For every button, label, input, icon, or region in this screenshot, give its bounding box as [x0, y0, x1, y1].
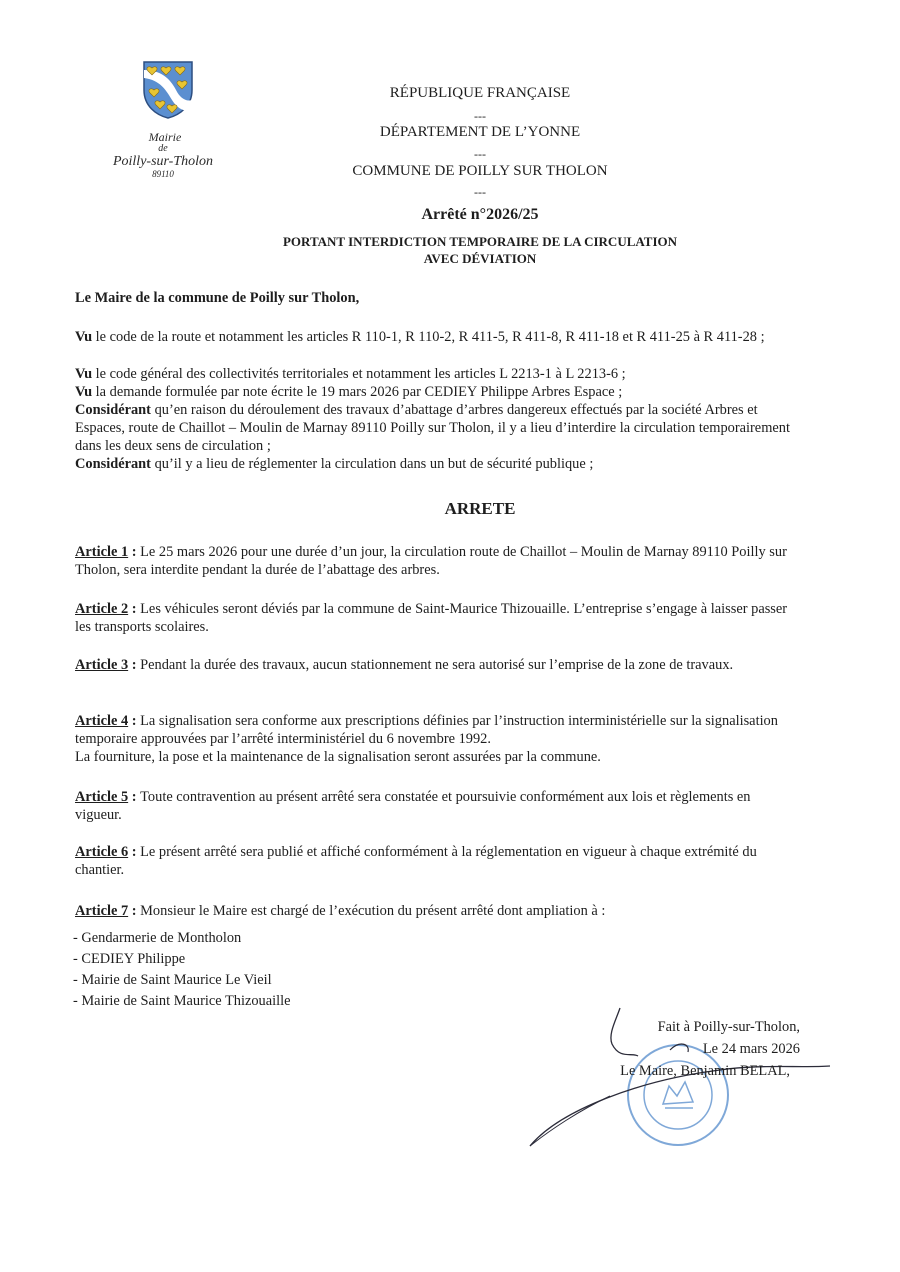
article-1: [75, 543, 795, 579]
header-separator: ---: [474, 109, 486, 123]
article-2: [75, 600, 795, 636]
vu-text: la demande formulée par note écrite le 19 mars 2026 par CEDIEY Philippe Arbres Espace ;: [92, 384, 623, 400]
article-separator: :: [128, 903, 141, 919]
article-separator: :: [128, 844, 141, 860]
vu-text: le code général des collectivités territoriales et notamment les articles L 2213-1 à L 2213-6 ;: [92, 366, 626, 382]
vu-code-collectivites: [75, 365, 795, 383]
article-6: [75, 843, 795, 879]
article-text: Pendant la durée des travaux, aucun stationnement ne sera autorisé sur l’emprise de la zone de travaux.: [140, 657, 734, 673]
article-text: La signalisation sera conforme aux prescriptions définies par l’instruction interministérielle sur la signalisation temporaire approuvées par l’arrêté interministériel du 6 novembre 1992.: [75, 713, 778, 747]
article-label: Article 3: [75, 657, 129, 673]
decree-subject-line2: AVEC DÉVIATION: [423, 251, 537, 266]
commune-logo: [104, 60, 222, 179]
article-7: [75, 902, 795, 920]
article-separator: :: [128, 789, 141, 805]
article-text: Monsieur le Maire est chargé de l’exécution du présent arrêté dont ampliation à :: [140, 903, 606, 919]
article-4: [75, 712, 795, 766]
signature-date: Le 24 mars 2026: [702, 1041, 800, 1057]
article-text-continued: La fourniture, la pose et la maintenance de la signalisation seront assurées par la commune.: [75, 749, 601, 765]
vu-label: Vu: [75, 329, 93, 345]
vu-code-route: [75, 328, 795, 346]
list-item: - Mairie de Saint Maurice Le Vieil: [73, 972, 272, 988]
article-text: Toute contravention au présent arrêté sera constatée et poursuivie conformément aux lois et règlements en vigueur.: [75, 789, 751, 823]
vu-label: Vu: [75, 384, 93, 400]
signature-block: [620, 1016, 800, 1082]
logo-de: de: [158, 143, 168, 154]
article-separator: :: [128, 601, 141, 617]
article-3: [75, 656, 795, 674]
article-separator: :: [128, 657, 141, 673]
article-label: Article 5: [75, 789, 129, 805]
coat-of-arms-icon: [142, 60, 194, 120]
logo-mairie: Mairie: [148, 130, 182, 144]
considerant-label: Considérant: [75, 456, 151, 472]
header-separator: ---: [474, 147, 486, 161]
list-item: - Gendarmerie de Montholon: [73, 930, 242, 946]
considerant-text: qu’en raison du déroulement des travaux d’abattage d’arbres dangereux effectués par la société Arbres et Espaces, route de Chaillot – Moulin de Marnay 89110 Poilly sur Tholon, il y a lieu d’interdire la circulation temporairement dans les deux sens de circulation ;: [75, 402, 790, 454]
considerant-travaux: [75, 401, 795, 455]
article-separator: :: [128, 544, 141, 560]
article-text: Les véhicules seront déviés par la commune de Saint-Maurice Thizouaille. L’entreprise s’engage à laisser passer les transports scolaires.: [75, 601, 788, 635]
signature-signer: Le Maire, Benjamin BELAL,: [620, 1063, 790, 1079]
republic-header: RÉPUBLIQUE FRANÇAISE: [389, 85, 571, 101]
article-label: Article 4: [75, 713, 129, 729]
recipient-list: [73, 928, 291, 1012]
mayor-line: Le Maire de la commune de Poilly sur Tholon,: [75, 290, 360, 306]
header-separator: ---: [474, 185, 486, 199]
vu-label: Vu: [75, 366, 93, 382]
department-header: DÉPARTEMENT DE L’YONNE: [379, 124, 581, 140]
article-label: Article 2: [75, 601, 129, 617]
considerant-securite: [75, 455, 795, 473]
list-item: - Mairie de Saint Maurice Thizouaille: [73, 993, 291, 1009]
decree-number: Arrêté n°2026/25: [421, 206, 539, 223]
article-text: Le 25 mars 2026 pour une durée d’un jour, la circulation route de Chaillot – Moulin de Marnay 89110 Poilly sur Tholon, sera interdite pendant la durée de l’abattage des arbres.: [75, 544, 787, 578]
vu-text: le code de la route et notamment les articles R 110-1, R 110-2, R 411-5, R 411-8, R 411-18 et R 411-25 à R 411-28 ;: [92, 329, 765, 345]
arrete-heading: ARRETE: [444, 499, 516, 518]
logo-commune-name: Poilly-sur-Tholon: [112, 154, 214, 169]
article-text: Le présent arrêté sera publié et affiché conformément à la réglementation en vigueur à chaque extrémité du chantier.: [75, 844, 757, 878]
considerant-text: qu’il y a lieu de réglementer la circulation dans un but de sécurité publique ;: [150, 456, 594, 472]
article-label: Article 1: [75, 544, 129, 560]
considerant-label: Considérant: [75, 402, 151, 418]
list-item: - CEDIEY Philippe: [73, 951, 186, 967]
article-label: Article 7: [75, 903, 129, 919]
article-label: Article 6: [75, 844, 129, 860]
vu-demande: [75, 383, 795, 401]
signature-place: Fait à Poilly-sur-Tholon,: [657, 1019, 800, 1035]
article-separator: :: [128, 713, 141, 729]
article-5: [75, 788, 795, 824]
commune-header: COMMUNE DE POILLY SUR THOLON: [352, 163, 608, 179]
logo-postcode: 89110: [152, 169, 174, 179]
decree-subject-line1: PORTANT INTERDICTION TEMPORAIRE DE LA CIRCULATION: [282, 234, 678, 249]
